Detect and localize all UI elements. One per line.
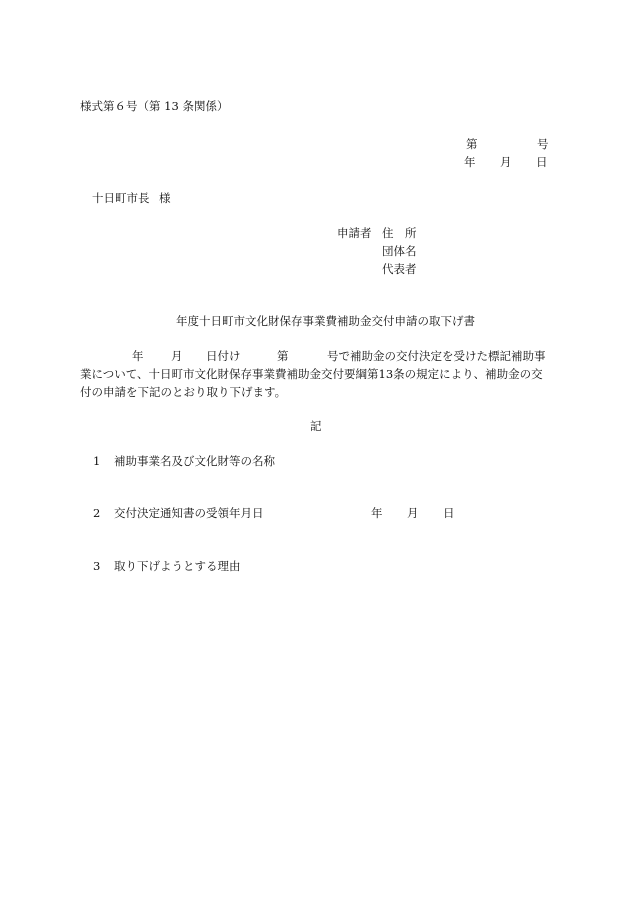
document-title: 年度十日町市文化財保存事業費補助金交付申請の取下げ書 <box>176 314 475 328</box>
body-tsuki: 月 <box>171 349 183 363</box>
applicant-label: 申請者 <box>337 226 372 240</box>
item-2-nen: 年 <box>371 506 383 520</box>
date-hi: 日 <box>536 155 548 169</box>
body-hizuke: 日付け <box>206 349 241 363</box>
item-2-label: 交付決定通知書の受領年月日 <box>114 506 264 520</box>
applicant-rep: 代表者 <box>382 262 417 276</box>
item-3-number: 3 <box>93 559 101 573</box>
body-line2: 業について、十日町市文化財保存事業費補助金交付要綱第13条の規定により、補助金の交 <box>80 367 543 381</box>
item-1-label: 補助事業名及び文化財等の名称 <box>114 454 275 468</box>
addressee-name: 十日町市長 <box>92 191 150 205</box>
item-2-number: 2 <box>93 506 101 520</box>
applicant-address: 住 所 <box>382 226 417 240</box>
body-line1-rest: 号で補助金の交付決定を受けた標記補助事 <box>327 349 546 363</box>
item-2-hi: 日 <box>443 506 455 520</box>
date-nen: 年 <box>464 155 476 169</box>
body-line3: 付の申請を下記のとおり取り下げます。 <box>80 385 287 399</box>
item-1-number: 1 <box>93 454 101 468</box>
applicant-org: 団体名 <box>382 244 417 258</box>
form-label: 様式第６号（第 13 条関係） <box>80 99 229 113</box>
body-nen: 年 <box>132 349 144 363</box>
ref-go: 号 <box>537 137 549 151</box>
addressee-sama: 様 <box>159 191 171 205</box>
item-2-tsuki: 月 <box>407 506 419 520</box>
ki-label: 記 <box>310 419 322 433</box>
item-3-label: 取り下げようとする理由 <box>114 559 241 573</box>
ref-dai: 第 <box>466 137 478 151</box>
date-tsuki: 月 <box>500 155 512 169</box>
body-dai: 第 <box>277 349 289 363</box>
